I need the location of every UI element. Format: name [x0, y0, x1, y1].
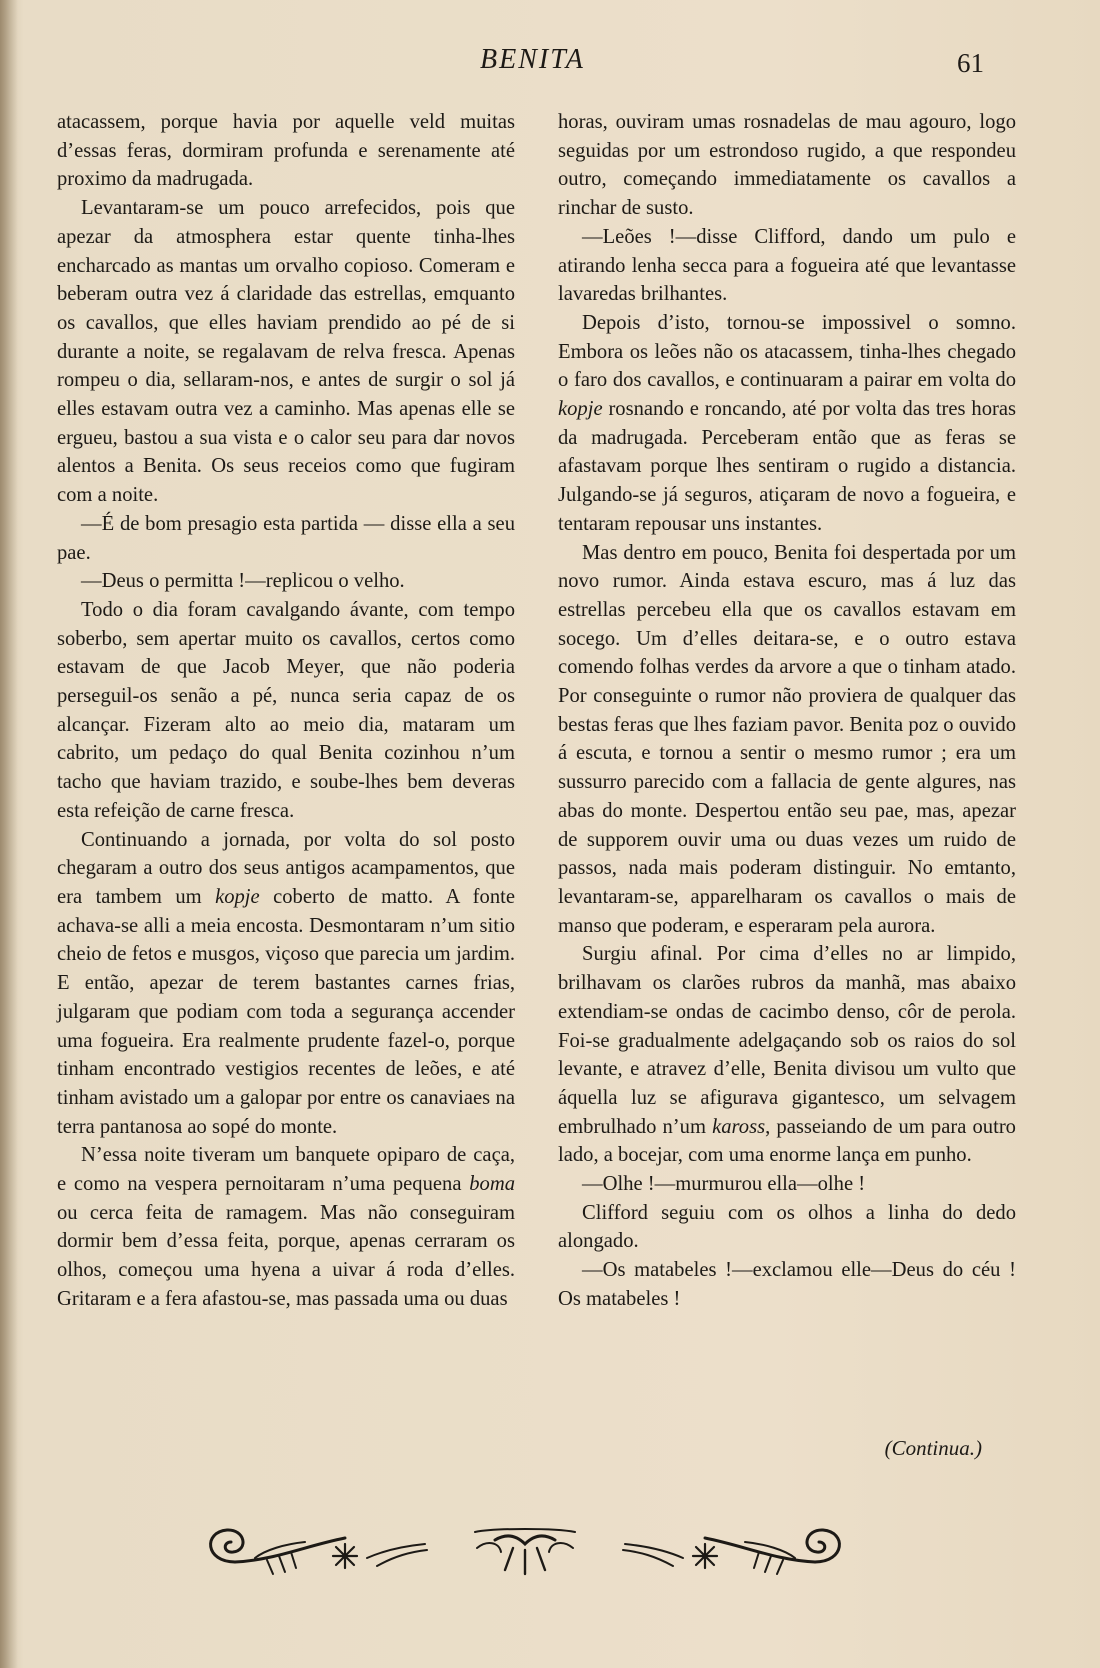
- italic-term: kopje: [215, 885, 260, 908]
- dialogue-line: —Olhe !—murmurou ella—olhe !: [582, 1173, 866, 1196]
- text-run: , passeiando de um para outro lado, a bocejar, com uma enorme lança em punho.: [558, 1115, 1016, 1167]
- running-title: BENITA: [480, 44, 585, 75]
- text-run: ou cerca feita de ramagem. Mas não conseguiram dormir bem d’essa feita, porque, apenas cerraram os olhos, começou uma hyena a uivar á roda d’elles. Gritaram e a fera afastou-se, mas passada uma ou duas: [57, 1201, 515, 1310]
- continua-note: (Continua.): [884, 1436, 982, 1460]
- paragraph: horas, ouviram umas rosnadelas de mau agouro, logo seguidas por um estrondoso rugido, a que respondeu outro, começando immediatamente os cavallos a rinchar de susto.: [558, 111, 1016, 220]
- paragraph: [558, 940, 1016, 1170]
- paragraph: [57, 826, 515, 1142]
- text-run: Continuando a jornada, por volta do sol posto chegaram a outro dos seus antigos acampamentos, que era tambem um: [57, 828, 515, 908]
- paragraph: [558, 309, 1016, 539]
- italic-term: kaross: [712, 1115, 766, 1138]
- floral-tailpiece-ornament-icon: [195, 1510, 855, 1592]
- paragraph: Mas dentro em pouco, Benita foi despertada por um novo rumor. Ainda estava escuro, mas á luz das estrellas percebeu ella que os cavallos estavam em socego. Um d’elles deitara-se, e o outro estava comendo folhas verdes da arvore a que o tinham atado. Por conseguinte o rumor não proviera de qualquer das bestas feras que lhes faziam pavor. Benita poz o ouvido á escuta, e tornou a sentir o mesmo rumor ; era um sussurro parecido com a fallacia de gente algures, nas abas do monte. Despertou então seu pae, mas, apezar de supporem ouvir uma ou duas vezes um ruido de passos, nada mais poderam distinguir. No emtanto, levantaram-se, apparelharam os cavallos o mais de manso que poderam, e esperaram pela aurora.: [558, 541, 1016, 937]
- paragraph: Clifford seguiu com os olhos a linha do dedo alongado.: [558, 1201, 1016, 1253]
- paragraph: [57, 1141, 515, 1313]
- left-column: [57, 108, 515, 1314]
- dialogue-line: —Os matabeles !—exclamou elle—Deus do céu ! Os matabeles !: [558, 1259, 1016, 1310]
- dialogue-line: —Deus o permitta !—replicou o velho.: [81, 570, 405, 593]
- text-run: coberto de matto. A fonte achava-se alli a meia encosta. Desmontaram n’um sitio cheio de fetos e musgos, viçoso que parecia um jardim. E então, apezar de terem bastantes carnes frias, julgaram que podiam com toda a segurança accender uma fogueira. Era realmente prudente fazel-o, porque tinham encontrado vestigios recentes de leões, e até tinham avistado um a galopar por entre os canaviaes na terra pantanosa ao sopé do monte.: [57, 885, 515, 1138]
- paragraph: Levantaram-se um pouco arrefecidos, pois que apezar da atmosphera estar quente tinha-lhes encharcado as mantas um orvalho copioso. Comeram e beberam outra vez á claridade das estrellas, emquanto os cavallos, que elles haviam prendido ao pé de si durante a noite, se regalavam de relva fresca. Apenas rompeu o dia, sellaram-nos, e antes de surgir o sol já elles estavam outra vez a caminho. Mas apenas elle se ergueu, bastou a sua vista e o calor seu para dar novos alentos a Benita. Os seus receios como que fugiram com a noite.: [57, 197, 515, 507]
- paragraph: atacassem, porque havia por aquelle veld muitas d’essas feras, dormiram profunda e serenamente até proximo da madrugada.: [57, 111, 515, 191]
- text-run: Surgiu afinal. Por cima d’elles no ar limpido, brilhavam os clarões rubros da manhã, mas abaixo extendiam-se ondas de cacimbo denso, côr de perola. Foi-se gradualmente adelgaçando sob os raios do sol levante, e atravez d’elle, Benita divisou um vulto que áquella luz se afigurava gigantesco, um selvagem embrulhado n’um: [558, 943, 1016, 1138]
- right-column: [558, 108, 1016, 1314]
- page-number: 61: [957, 48, 984, 78]
- italic-term: kopje: [558, 398, 603, 421]
- dialogue-line: —Leões !—disse Clifford, dando um pulo e atirando lenha secca para a fogueira até que levantasse lavaredas brilhantes.: [558, 225, 1016, 306]
- text-run: rosnando e roncando, até por volta das tres horas da madrugada. Perceberam então que as feras se afastavam porque lhes sentiram o rugido a distancia. Julgando-se já seguros, atiçaram de novo a fogueira, e tentaram repousar uns instantes.: [558, 398, 1016, 535]
- text-run: N’essa noite tiveram um banquete opiparo de caça, e como na vespera pernoitaram n’uma pequena: [57, 1144, 515, 1196]
- text-run: Depois d’isto, tornou-se impossivel o somno. Embora os leões não os atacassem, tinha-lhes chegado o faro dos cavallos, e continuaram a pairar em volta do: [558, 311, 1016, 392]
- paragraph: Todo o dia foram cavalgando ávante, com tempo soberbo, sem apertar muito os cavallos, certos como estavam de que Jacob Meyer, que não poderia perseguil-os senão a pé, nunca seria capaz de os alcançar. Fizeram alto ao meio dia, mataram um cabrito, um pedaço do qual Benita cozinhou n’um tacho que haviam trazido, e soube-lhes bem deveras esta refeição de carne fresca.: [57, 598, 515, 822]
- page-header: [0, 44, 1100, 84]
- binding-shadow: [0, 0, 18, 1668]
- dialogue-line: —É de bom presagio esta partida — disse ella a seu pae.: [57, 512, 515, 564]
- italic-term: boma: [469, 1173, 515, 1196]
